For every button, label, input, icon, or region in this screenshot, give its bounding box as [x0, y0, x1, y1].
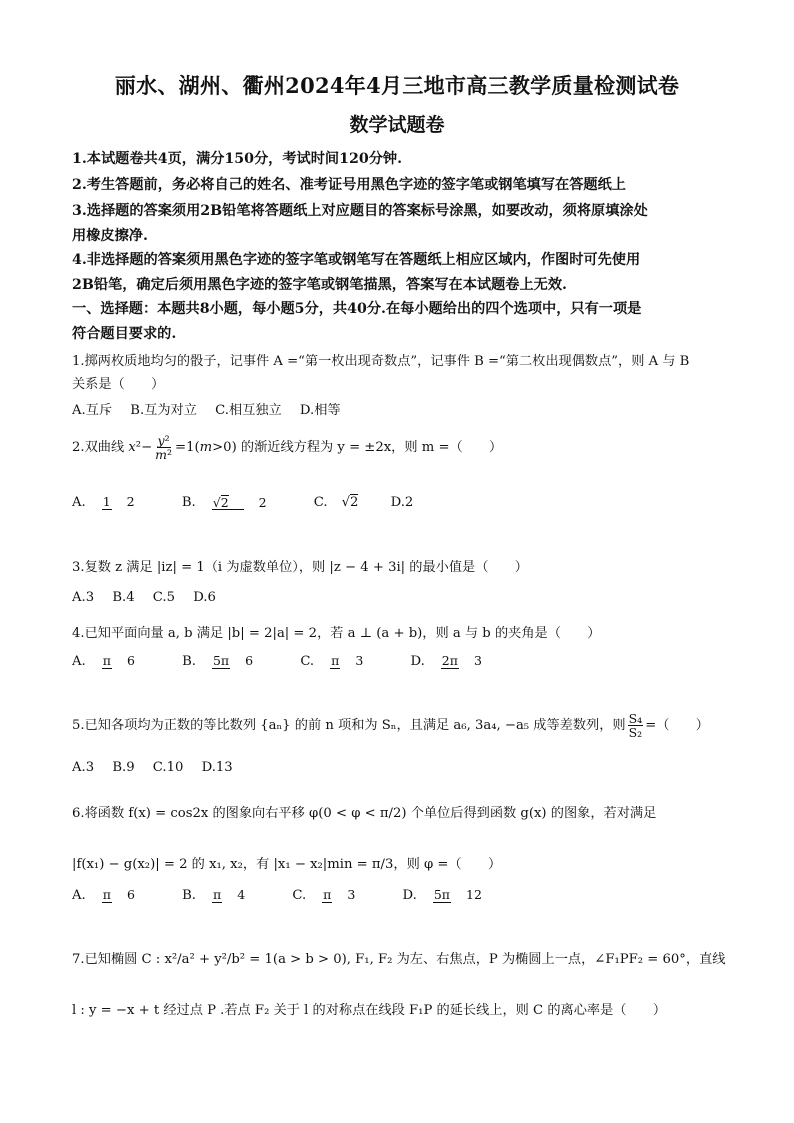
- option-b: B. √2 2: [181, 494, 267, 510]
- question-6-text-cont: |f(x₁) − g(x₂)| = 2 的 x₁, x₂，有 |x₁ − x₂|min = π/3，则 φ =（ ）: [72, 857, 502, 872]
- hyperbola-equation: x²− $\frac{\text{y²}}{\text{m²}}$ =1(m>0): [128, 433, 237, 463]
- option-c: C.5: [152, 590, 175, 605]
- question-5-options: [72, 760, 732, 775]
- notice-1: 1.本试题卷共4页，满分150分，考试时间120分钟.: [72, 151, 403, 167]
- question-6-options: [72, 888, 732, 903]
- question-2-options: [72, 494, 732, 510]
- option-b: B.4: [112, 590, 135, 605]
- option-b: B. π 4: [182, 887, 246, 903]
- section-heading-cont: 符合题目要求的.: [72, 326, 177, 342]
- option-b: B.互为对立: [130, 403, 197, 418]
- option-a: A.互斥: [72, 403, 113, 418]
- question-4-text: 4.已知平面向量 a, b 满足 |b| = 2|a| = 2，若 a ⊥ (a + b)，则 a 与 b 的夹角是（ ）: [72, 626, 601, 641]
- notice-4: 4.非选择题的答案须用黑色字迹的签字笔或钢笔写在答题纸上相应区域内，作图时可先使用: [72, 252, 641, 268]
- option-d: D.2: [390, 495, 414, 510]
- question-7-text: 7.已知椭圆 C : x²/a² + y²/b² = 1(a > b > 0), F₁, F₂ 为左、右焦点，P 为椭圆上一点，∠F₁PF₂ = 60°，直线: [72, 952, 726, 967]
- option-d: D. 5π 12: [402, 887, 482, 903]
- question-3-options: [72, 590, 732, 605]
- question-2-text: 2.双曲线 x²− $\frac{\text{y²}}{\text{m²}}$ =1(m>0) 的渐近线方程为 y = ±2x，则 m =（ ）: [72, 433, 503, 463]
- option-d: D.6: [193, 590, 216, 605]
- question-4-options: [72, 654, 732, 669]
- notice-3: 3.选择题的答案须用2B铅笔将答题纸上对应题目的答案标号涂黑，如要改动，须将原填涂处: [72, 203, 648, 219]
- option-a: A.3: [72, 760, 95, 775]
- option-b: B. 5π 6: [182, 653, 254, 669]
- exam-title: 丽水、湖州、衢州2024年4月三地市高三教学质量检测试卷: [114, 73, 680, 98]
- question-1-text-cont: 关系是（ ）: [72, 377, 165, 392]
- question-7-text-cont: l : y = −x + t 经过点 P .若点 F₂ 关于 l 的对称点在线段 F₁P 的延长线上，则 C 的离心率是（ ）: [72, 1003, 667, 1018]
- question-1-options: [72, 399, 732, 418]
- option-b: B.9: [112, 760, 135, 775]
- option-d: D.相等: [299, 403, 341, 418]
- option-c: C. √2: [313, 495, 359, 510]
- option-c: C. π 3: [300, 653, 364, 669]
- option-d: D.13: [201, 760, 233, 775]
- section-heading: 一、选择题：本题共8小题，每小题5分，共40分.在每小题给出的四个选项中，只有一项是: [72, 301, 642, 317]
- option-a: A. π 6: [72, 887, 135, 903]
- option-c: C.相互独立: [215, 403, 282, 418]
- exam-subtitle: 数学试题卷: [349, 114, 445, 136]
- option-d: D. 2π 3: [410, 653, 482, 669]
- option-a: A. 1 2: [72, 494, 135, 510]
- notice-4-cont: 2B铅笔，确定后须用黑色字迹的签字笔或钢笔描黑，答案写在本试题卷上无效.: [72, 277, 567, 293]
- notice-2: 2.考生答题前，务必将自己的姓名、准考证号用黑色字迹的签字笔或钢笔填写在答题纸上: [72, 177, 626, 193]
- notice-3-cont: 用橡皮擦净.: [72, 228, 148, 244]
- option-c: C. π 3: [292, 887, 356, 903]
- question-6-text: 6.将函数 f(x) = cos2x 的图象向右平移 φ(0 < φ < π/2) 个单位后得到函数 g(x) 的图象，若对满足: [72, 806, 657, 821]
- question-1-text: 1.掷两枚质地均匀的骰子，记事件 A =“第一枚出现奇数点”，记事件 B =“第二枚出现偶数点”，则 A 与 B: [72, 354, 690, 369]
- question-5-text: 5.已知各项均为正数的等比数列 {aₙ} 的前 n 项和为 Sₙ，且满足 a₆, 3a₄, −a₅ 成等差数列，则 $\frac{\text{S₄}}{\text{S₂}}$ =（ ）: [72, 711, 709, 741]
- option-a: A.3: [72, 590, 95, 605]
- option-c: C.10: [152, 760, 184, 775]
- option-a: A. π 6: [72, 653, 135, 669]
- question-3-text: 3.复数 z 满足 |iz| = 1（i 为虚数单位），则 |z − 4 + 3i| 的最小值是（ ）: [72, 560, 528, 575]
